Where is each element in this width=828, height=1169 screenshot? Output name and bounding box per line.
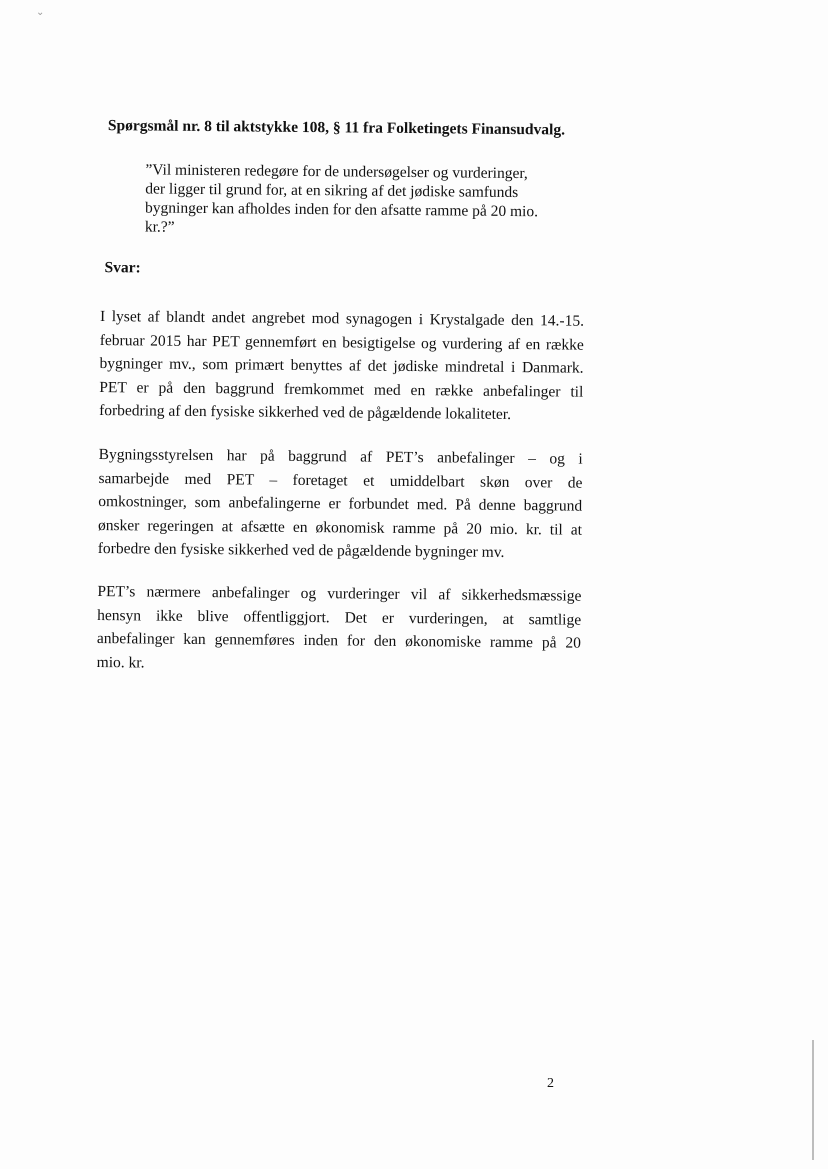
- page-number: 2: [547, 1076, 554, 1091]
- scan-edge-line: [812, 1040, 814, 1160]
- paragraph-line: forbedre den fysiske sikkerhed ved de pågældende bygninger mv.: [97, 540, 505, 561]
- scan-artifact-mark: ⌄: [36, 7, 45, 18]
- paragraph-line: Bygningsstyrelsen har på baggrund af PET’s anbefalinger – og i: [98, 446, 583, 468]
- quote-line: ”Vil ministeren redegøre for de undersøgelser og vurderinger,: [145, 161, 528, 183]
- paragraph-line: I lyset af blandt andet angrebet mod synagogen i Krystalgade den 14.-15.: [99, 308, 585, 330]
- paragraph-line: ønsker regeringen at afsætte en økonomisk ramme på 20 mio. kr. til at: [97, 516, 583, 539]
- question-quote: [145, 160, 586, 240]
- question-heading: Spørgsmål nr. 8 til aktstykke 108, § 11 fra Folketingets Finansudvalg.: [107, 117, 566, 139]
- paragraph-line: mio. kr.: [96, 653, 145, 671]
- paragraph-line: samarbejde med PET – foretaget et umiddelbart skøn over de: [98, 469, 583, 492]
- quote-line: kr.?”: [144, 218, 175, 236]
- answer-paragraph-1: [99, 305, 584, 427]
- paragraph-line: februar 2015 har PET gennemført en besigtigelse og vurdering af en række: [99, 331, 584, 354]
- paragraph-line: omkostninger, som anbefalingerne er forbundet med. På denne baggrund: [98, 493, 583, 515]
- paragraph-line: bygninger mv., som primært benyttes af det jødiske mindretal i Danmark.: [99, 355, 584, 377]
- answer-label: Svar:: [104, 259, 141, 277]
- paragraph-line: PET er på den baggrund fremkommet med en række anbefalinger til: [99, 378, 584, 401]
- paragraph-line: anbefalinger kan gennemføres inden for den økonomiske ramme på 20: [96, 630, 582, 652]
- answer-paragraph-2: [98, 443, 583, 565]
- paragraph-line: PET’s nærmere anbefalinger og vurderinger vil af sikkerhedsmæssige: [97, 583, 582, 605]
- document-body: [96, 112, 588, 671]
- answer-paragraph-3: [97, 580, 582, 679]
- paragraph-line: forbedring af den fysiske sikkerhed ved de pågældende lokaliteter.: [99, 402, 512, 423]
- quote-line: der ligger til grund for, at en sikring af det jødiske samfunds: [145, 180, 519, 202]
- paragraph-line: hensyn ikke blive offentliggjort. Det er vurderingen, at samtlige: [97, 606, 582, 629]
- quote-line: bygninger kan afholdes inden for den afsatte ramme på 20 mio.: [144, 199, 539, 221]
